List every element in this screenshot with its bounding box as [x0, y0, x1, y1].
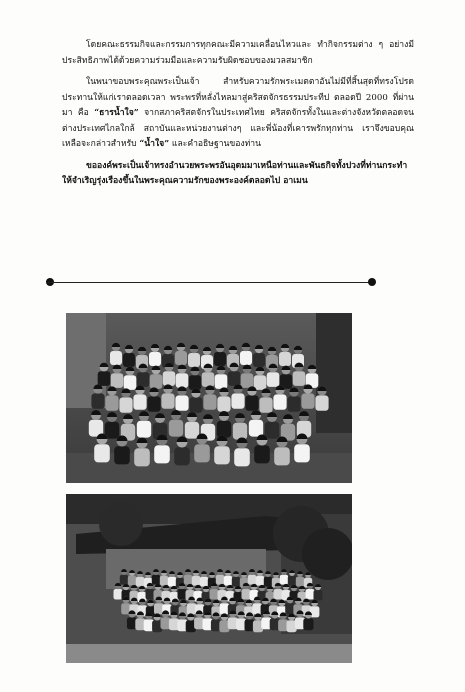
person-body [264, 577, 272, 587]
person-body [303, 618, 313, 630]
person-body [111, 373, 124, 388]
person-body [192, 576, 200, 586]
person-body [306, 589, 315, 600]
person-body [217, 396, 230, 411]
person-body [301, 393, 314, 408]
person-body [220, 603, 230, 614]
person-body [314, 590, 323, 601]
person-body [175, 351, 187, 365]
person-body [252, 603, 262, 614]
person-body [265, 422, 279, 439]
person-body [210, 589, 219, 600]
p2-run-2: จากสภาคริสตจักรในประเทศไทย คริสตจักรทั้งในและต่างจังหวัดตลอดจนต่างประเทศไกลใกล้ สถาบันและหน่วยงานต่างๆ และพี่น้องที่เคารพรักทุกท่าน เราจึงขอบคุณเหลือจะกล่าวสำหรับ [62, 108, 414, 149]
person-body [248, 575, 256, 585]
person-body [178, 589, 187, 600]
person-body [233, 423, 247, 440]
person-body [202, 372, 215, 387]
person-body [214, 352, 226, 366]
group-photo-1-image [66, 313, 352, 483]
person-body [185, 422, 199, 439]
person-body [287, 396, 300, 411]
person-body [215, 374, 228, 389]
person-body [98, 371, 111, 386]
person-body [294, 444, 310, 462]
person-body [228, 371, 241, 386]
person-body [110, 351, 122, 365]
p2-run-1: “ธารน้ำใจ” [94, 108, 139, 118]
person-body [274, 447, 290, 465]
person-body [256, 576, 264, 586]
person-body [224, 576, 232, 586]
person-body [175, 395, 188, 410]
person-body [231, 393, 244, 408]
p1-run-0: โดยคณะธรรมกิจและกรรมการทุกคณะมีความเคลื่อนไหวและ ทำกิจกรรมต่าง ๆ อย่างมีประสิทธิภาพได้ด้วยความร่วมมือและความรับผิดชอบของมวลสมาชิก [62, 40, 414, 66]
person-body [94, 444, 110, 462]
person-body [105, 422, 119, 439]
person-body [240, 351, 252, 365]
person-body [217, 421, 231, 438]
person-body [134, 448, 150, 466]
person-body [296, 577, 304, 587]
person-body [279, 352, 291, 366]
group-photo-1 [66, 313, 352, 483]
person-body [124, 375, 137, 390]
divider-dot-right [368, 278, 376, 286]
person-body [267, 372, 280, 387]
person-body [254, 375, 267, 390]
group-photo-2-image [66, 494, 352, 663]
body-text [62, 38, 414, 196]
person-body [216, 575, 224, 585]
person-body [274, 589, 283, 600]
person-body [188, 353, 200, 367]
person-body [189, 375, 202, 390]
person-body [161, 393, 174, 408]
person-body [234, 448, 250, 466]
section-divider [48, 282, 374, 283]
person-body [315, 395, 328, 410]
person-body [189, 397, 202, 412]
group-photo-2 [66, 494, 352, 663]
person-body [280, 575, 288, 585]
person-body [200, 577, 208, 587]
p3-run-0: ขอองค์พระเป็นเจ้าทรงอำนวยพระพรอันอุดมมาเหนือท่านและพันธกิจทั้งปวงที่ท่านกระทำให้จำเริญรุ่งเรืองขึ้นในพระคุณความรักของพระองค์ตลอดไป อาเมน [62, 160, 408, 186]
person-body [288, 576, 296, 586]
person-body [194, 444, 210, 462]
person-body [114, 589, 123, 600]
person-body [154, 445, 170, 463]
person-body [91, 393, 104, 408]
person-body [293, 371, 306, 386]
person-body [128, 576, 136, 586]
person-body [137, 421, 151, 438]
person-body [187, 603, 197, 614]
person-body [273, 394, 286, 409]
person-body [168, 577, 176, 587]
paragraph-3 [62, 159, 414, 190]
person-body [242, 589, 251, 600]
person-body [150, 374, 163, 389]
person-body [114, 446, 130, 464]
paragraph-1 [62, 38, 414, 69]
person-body [174, 447, 190, 465]
p2-run-0: ในพนาขอบพระคุณพระเป็นเจ้า สำหรับความรักพระเมตตาอันไม่มีที่สิ้นสุดที่ทรงโปรดประทานให้แก่เราตลอดเวลา พระพรที่หลั่งไหลมาสู่คริสตจักรธรรมประทีป ตลอดปี 2000 ที่ผ่านมา คือ [62, 77, 414, 118]
p2-run-4: และคำอธิษฐานของท่าน [169, 139, 262, 149]
person-body [245, 395, 258, 410]
person-body [149, 352, 161, 366]
person-body [137, 372, 150, 387]
person-body [253, 353, 265, 367]
person-body [147, 396, 160, 411]
person-body [152, 575, 160, 585]
person-body [203, 394, 216, 409]
person-body [123, 353, 135, 367]
person-body [249, 420, 263, 437]
person-body [169, 420, 183, 437]
person-body [259, 397, 272, 412]
person-body [285, 603, 295, 614]
paragraph-2 [62, 75, 414, 153]
person-body [254, 445, 270, 463]
person-body [241, 373, 254, 388]
person-body [214, 446, 230, 464]
person-body [232, 577, 240, 587]
person-body [133, 394, 146, 409]
person-body [163, 371, 176, 386]
person-body [146, 589, 155, 600]
person-body [120, 575, 128, 585]
person-body [154, 603, 164, 614]
person-body [136, 577, 144, 587]
person-body [119, 397, 132, 412]
person-body [176, 373, 189, 388]
person-body [184, 575, 192, 585]
person-body [105, 395, 118, 410]
p2-run-3: “น้ำใจ” [139, 139, 170, 149]
person-body [160, 576, 168, 586]
